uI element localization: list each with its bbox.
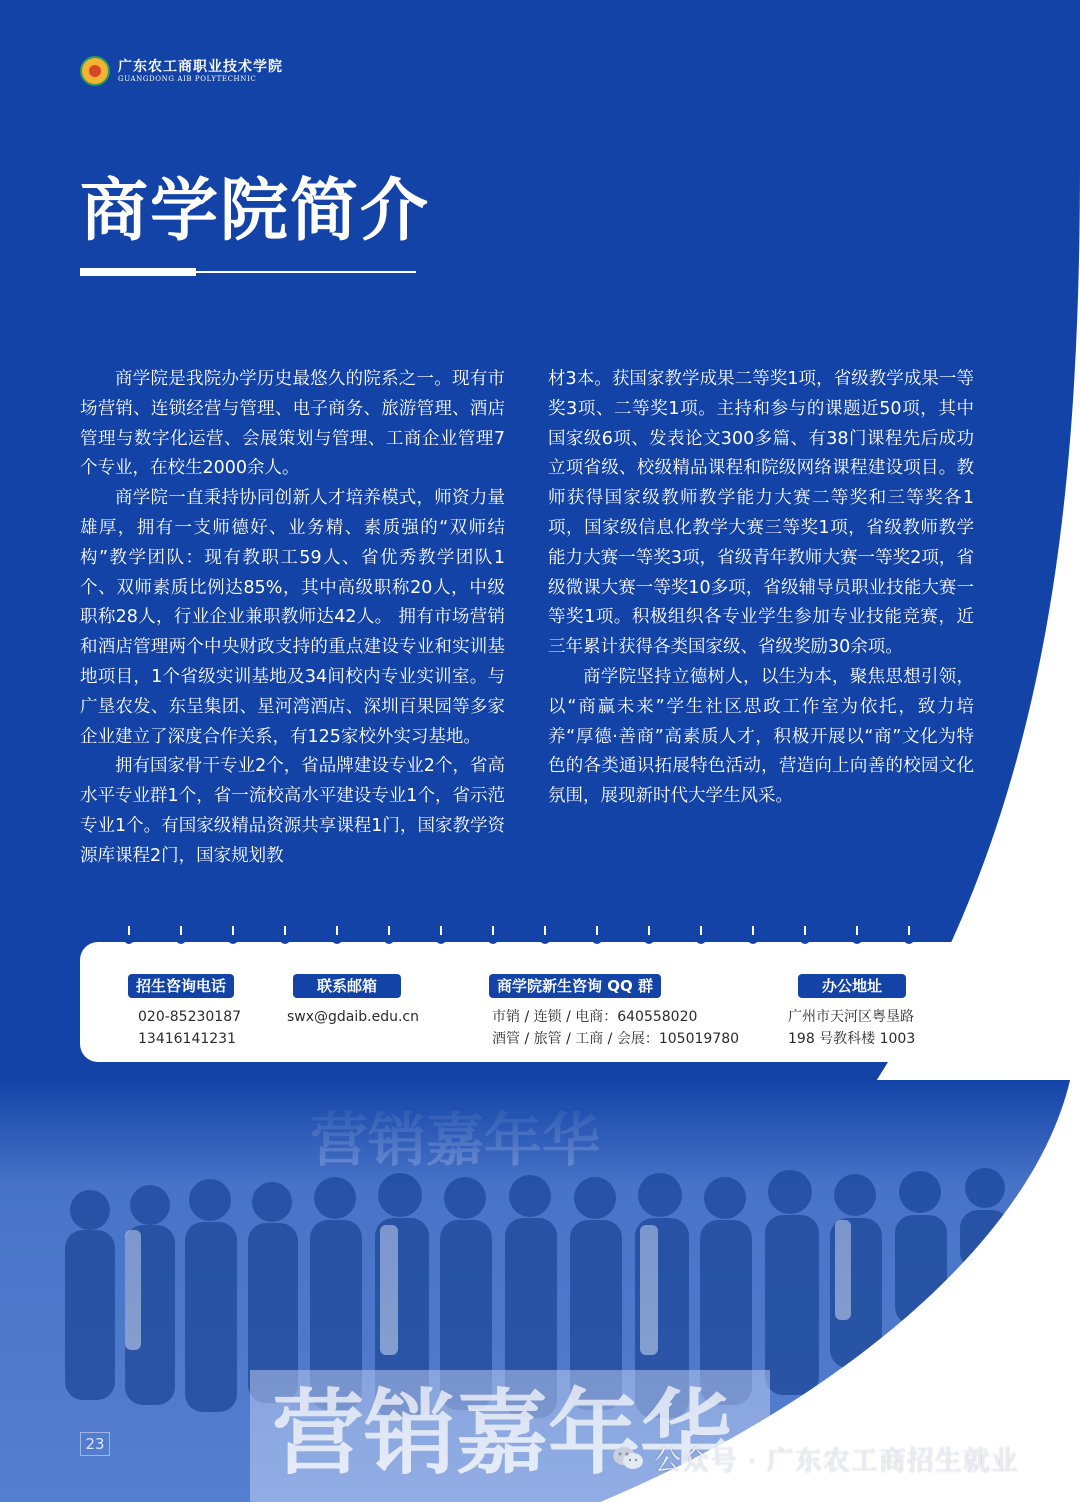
wechat-watermark xyxy=(612,1440,1019,1476)
college-emblem-icon xyxy=(80,56,110,86)
contact-qq-groups xyxy=(489,974,739,1050)
phone-number: 13416141231 xyxy=(138,1031,236,1047)
contact-info-box xyxy=(80,942,974,1062)
email-address: swx@gdaib.edu.cn xyxy=(287,1009,420,1025)
page-number: 23 xyxy=(80,1432,110,1456)
logo-chinese-name: 广东农工商职业技术学院 xyxy=(118,58,283,75)
email-label: 联系邮箱 xyxy=(293,974,401,998)
qq-group-line: 酒管 / 旅管 / 工商 / 会展：105019780 xyxy=(492,1031,740,1047)
contact-phone xyxy=(128,974,241,1050)
phone-label: 招生咨询电话 xyxy=(128,974,234,998)
phone-number: 020-85230187 xyxy=(138,1009,242,1025)
contact-address xyxy=(788,974,916,1050)
address-line: 广州市天河区粤垦路 xyxy=(788,1009,914,1025)
page-title: 商学院简介 xyxy=(80,172,431,251)
intro-paragraph: 商学院坚持立德树人，以生为本，聚焦思想引领，以“商赢未来”学生社区思政工作室为依托，致力培养“厚德·善商”高素质人才，积极开展以“商”文化为特色的各类通识拓展特色活动，营造向上向善的校园文化氛围，展现新时代大学生风采。 xyxy=(548,666,974,807)
intro-text-right-column xyxy=(548,365,974,812)
address-label: 办公地址 xyxy=(798,974,906,998)
title-underline xyxy=(80,268,416,276)
binding-rings xyxy=(80,934,974,954)
contact-email xyxy=(287,974,420,1028)
logo-english-name: GUANGDONG AIB POLYTECHNIC xyxy=(118,74,257,83)
address-line: 198 号教科楼 1003 xyxy=(788,1031,916,1047)
intro-paragraph: 材3本。获国家教学成果二等奖1项，省级教学成果一等奖3项、二等奖1项。主持和参与的课题近50项，其中国家级6项、发表论文300多篇、有38门课程先后成功立项省级、校级精品课程和院级网络课程建设项目。教师获得国家级教师教学能力大赛二等奖和三等奖各1项，国家级信息化教学大赛三等奖1项，省级教师教学能力大赛一等奖3项，省级青年教师大赛一等奖2项，省级微课大赛一等奖10多项，省级辅导员职业技能大赛一等奖1项。积极组织各专业学生参加专业技能竞赛，近三年累计获得各类国家级、省级奖励30余项。 xyxy=(548,369,974,658)
intro-paragraph: 拥有国家骨干专业2个，省品牌建设专业2个，省高水平专业群1个，省一流校高水平建设专业1个，省示范专业1个。有国家级精品资源共享课程1门，国家教学资源库课程2门，国家规划教 xyxy=(80,756,505,866)
qq-label: 商学院新生咨询 QQ 群 xyxy=(489,974,661,998)
intro-paragraph: 商学院一直秉持协同创新人才培养模式，师资力量雄厚，拥有一支师德好、业务精、素质强的“双师结构”教学团队：现有教职工59人、省优秀教学团队1个、双师素质比例达85%，其中高级职称20人，中级职称28人，行业企业兼职教师达42人。 拥有市场营销和酒店管理两个中央财政支持的重点建设专业和实训基地项目，1个省级实训基地及34间校内专业实训室。与广垦农发、东呈集团、星河湾酒店、深圳百果园等多家企业建立了深度合作关系，有125家校外实习基地。 xyxy=(80,488,505,747)
qq-group-line: 市销 / 连锁 / 电商：640558020 xyxy=(492,1009,698,1025)
watermark-text: 公众号 · 广东农工商招生就业 xyxy=(654,1445,1019,1477)
intro-paragraph: 商学院是我院办学历史最悠久的院系之一。现有市场营销、连锁经营与管理、电子商务、旅游管理、酒店管理与数字化运营、会展策划与管理、工商企业管理7个专业，在校生2000余人。 xyxy=(80,369,505,479)
wechat-icon xyxy=(612,1445,644,1471)
college-logo xyxy=(80,56,283,86)
intro-text-left-column xyxy=(80,365,505,872)
